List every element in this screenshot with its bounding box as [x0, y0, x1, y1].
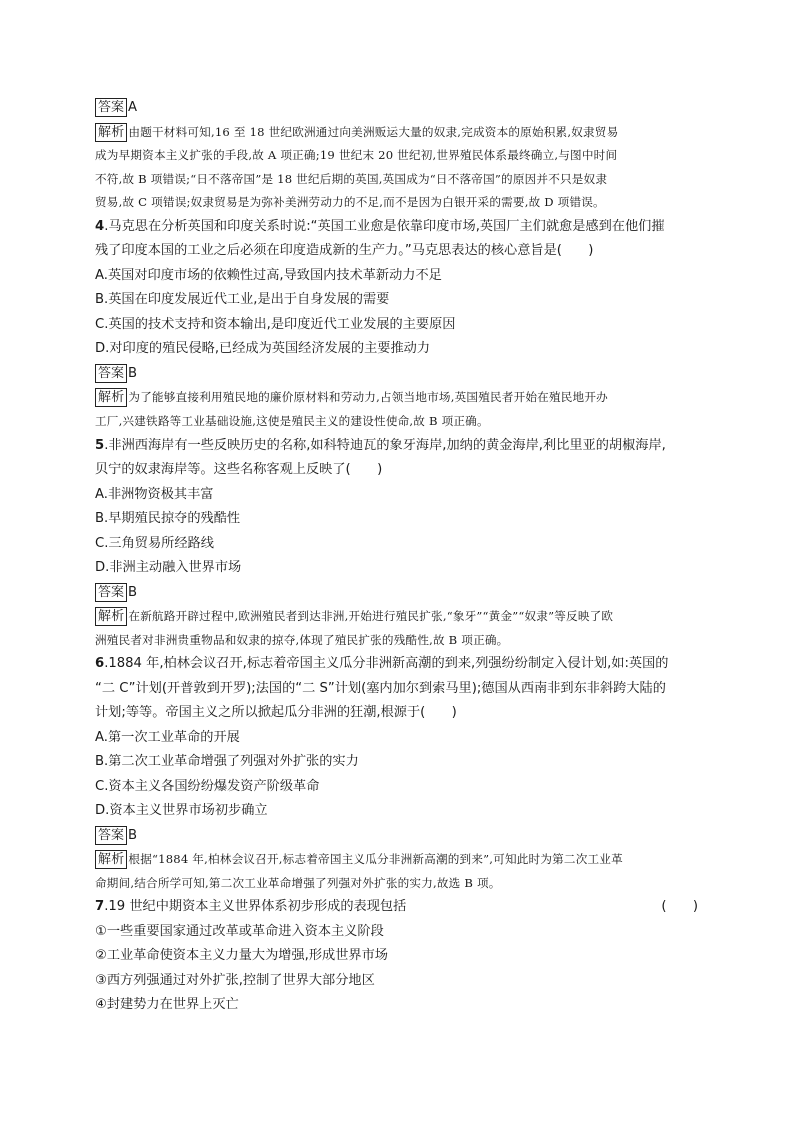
answer-value: B — [128, 827, 138, 843]
answer-tag: 答案 — [95, 98, 127, 117]
analysis-line — [95, 386, 700, 410]
question-option: B.英国在印度发展近代工业,是出于自身发展的需要 — [95, 292, 390, 308]
document-page — [95, 96, 700, 1018]
answer-line — [95, 581, 700, 606]
answer-tag: 答案 — [95, 364, 127, 383]
question-option: B.第二次工业革命增强了列强对外扩张的实力 — [95, 754, 359, 770]
question-option: A.非洲物资极其丰富 — [95, 486, 214, 502]
analysis-text: 洲殖民者对非洲贵重物品和奴隶的掠夺,体现了殖民扩张的残酷性,故 B 项正确。 — [95, 632, 509, 647]
question-text: .马克思在分析英国和印度关系时说:“英国工业愈是依靠印度市场,英国厂主们就愈是感到在他们摧 — [104, 218, 665, 234]
answer-tag: 答案 — [95, 583, 127, 602]
question-option: D.非洲主动融入世界市场 — [95, 560, 242, 576]
analysis-line — [95, 410, 700, 434]
analysis-text: 由题干材料可知,16 至 18 世纪欧洲通过向美洲贩运大量的奴隶,完成资本的原始积累,奴隶贸易 — [128, 124, 619, 139]
question-option: ③西方列强通过对外扩张,控制了世界大部分地区 — [95, 972, 375, 988]
question-stem-line — [95, 215, 700, 240]
answer-value: A — [128, 100, 138, 115]
question-option: ④封建势力在世界上灭亡 — [95, 997, 239, 1013]
analysis-tag: 解析 — [95, 388, 127, 407]
question-option: ②工业革命使资本主义力量大为增强,形成世界市场 — [95, 948, 388, 964]
question-option: A.第一次工业革命的开展 — [95, 729, 240, 745]
question-option: C.三角贸易所经路线 — [95, 535, 214, 551]
analysis-line — [95, 848, 700, 872]
question-stem-line — [95, 652, 700, 677]
question-text: .非洲西海岸有一些反映历史的名称,如科特迪瓦的象牙海岸,加纳的黄金海岸,利比里亚的胡椒海岸, — [104, 437, 666, 453]
question-option: D.资本主义世界市场初步确立 — [95, 803, 268, 819]
question-stem-line — [95, 434, 700, 459]
analysis-text: 工厂,兴建铁路等工业基础设施,这使是殖民主义的建设性使命,故 B 项正确。 — [95, 413, 489, 428]
analysis-line — [95, 168, 700, 192]
analysis-line — [95, 191, 700, 215]
question-text: 计划;等等。帝国主义之所以掀起瓜分非洲的狂潮,根源于( ) — [95, 705, 457, 721]
analysis-tag: 解析 — [95, 123, 127, 142]
analysis-text: 在新航路开辟过程中,欧洲殖民者到达非洲,开始进行殖民扩张,“象牙”“黄金”“奴隶”等反映了欧 — [128, 609, 614, 624]
question-stem-line — [95, 701, 700, 726]
question-stem — [95, 895, 406, 920]
question-option: C.英国的技术支持和资本输出,是印度近代工业发展的主要原因 — [95, 316, 456, 332]
question-number: 4 — [95, 218, 105, 234]
answer-line — [95, 96, 700, 121]
question-stem-line — [95, 239, 700, 264]
analysis-text: 成为早期资本主义扩张的手段,故 A 项正确;19 世纪末 20 世纪初,世界殖民体系最终确立,与图中时间 — [95, 148, 618, 163]
question-text: 贝宁的奴隶海岸等。这些名称客观上反映了( ) — [95, 462, 383, 478]
answer-bracket: ( ) — [661, 899, 698, 915]
question-number: 5 — [95, 437, 105, 453]
analysis-text: 为了能够直接利用殖民地的廉价原材料和劳动力,占领当地市场,英国殖民者开始在殖民地开办 — [128, 390, 608, 405]
question-option: ①一些重要国家通过改革或革命进入资本主义阶段 — [95, 923, 384, 939]
analysis-line — [95, 629, 700, 653]
question-stem-line — [95, 458, 700, 483]
answer-line — [95, 362, 700, 387]
question-option: A.英国对印度市场的依赖性过高,导致国内技术革新动力不足 — [95, 267, 442, 283]
analysis-line — [95, 121, 700, 145]
question-option: D.对印度的殖民侵略,已经成为英国经济发展的主要推动力 — [95, 341, 431, 357]
question-text: .19 世纪中期资本主义世界体系初步形成的表现包括 — [104, 899, 407, 915]
question-text: 残了印度本国的工业之后必须在印度造成新的生产力。”马克思表达的核心意旨是( ) — [95, 243, 594, 259]
question-option: B.早期殖民掠夺的残酷性 — [95, 511, 241, 527]
question-stem-line — [95, 895, 700, 920]
analysis-text: 根据“1884 年,柏林会议召开,标志着帝国主义瓜分非洲新高潮的到来”,可知此时为第二次工业革 — [128, 852, 623, 867]
analysis-line — [95, 872, 700, 896]
analysis-line — [95, 605, 700, 629]
analysis-line — [95, 144, 700, 168]
analysis-text: 贸易,故 C 项错误;奴隶贸易是为弥补美洲劳动力的不足,而不是因为白银开采的需要,故 D 项错误。 — [95, 195, 605, 210]
analysis-text: 不符,故 B 项错误;“日不落帝国”是 18 世纪后期的英国,英国成为“日不落帝国”的原因并不只是奴隶 — [95, 171, 608, 186]
answer-value: B — [128, 365, 138, 381]
question-option: C.资本主义各国纷纷爆发资产阶级革命 — [95, 778, 320, 794]
answer-tag: 答案 — [95, 826, 127, 845]
answer-value: B — [128, 584, 138, 600]
question-stem-line — [95, 677, 700, 702]
answer-line — [95, 824, 700, 849]
analysis-text: 命期间,结合所学可知,第二次工业革命增强了列强对外扩张的实力,故选 B 项。 — [95, 875, 501, 890]
question-text: “二 C”计划(开普敦到开罗);法国的“二 S”计划(塞内加尔到索马里);德国从西南非到东非斜跨大陆的 — [95, 680, 666, 696]
question-number: 6 — [95, 656, 105, 672]
analysis-tag: 解析 — [95, 607, 127, 626]
question-number: 7 — [95, 899, 105, 915]
analysis-tag: 解析 — [95, 850, 127, 869]
question-text: .1884 年,柏林会议召开,标志着帝国主义瓜分非洲新高潮的到来,列强纷纷制定入侵计划,如:英国的 — [104, 656, 669, 672]
